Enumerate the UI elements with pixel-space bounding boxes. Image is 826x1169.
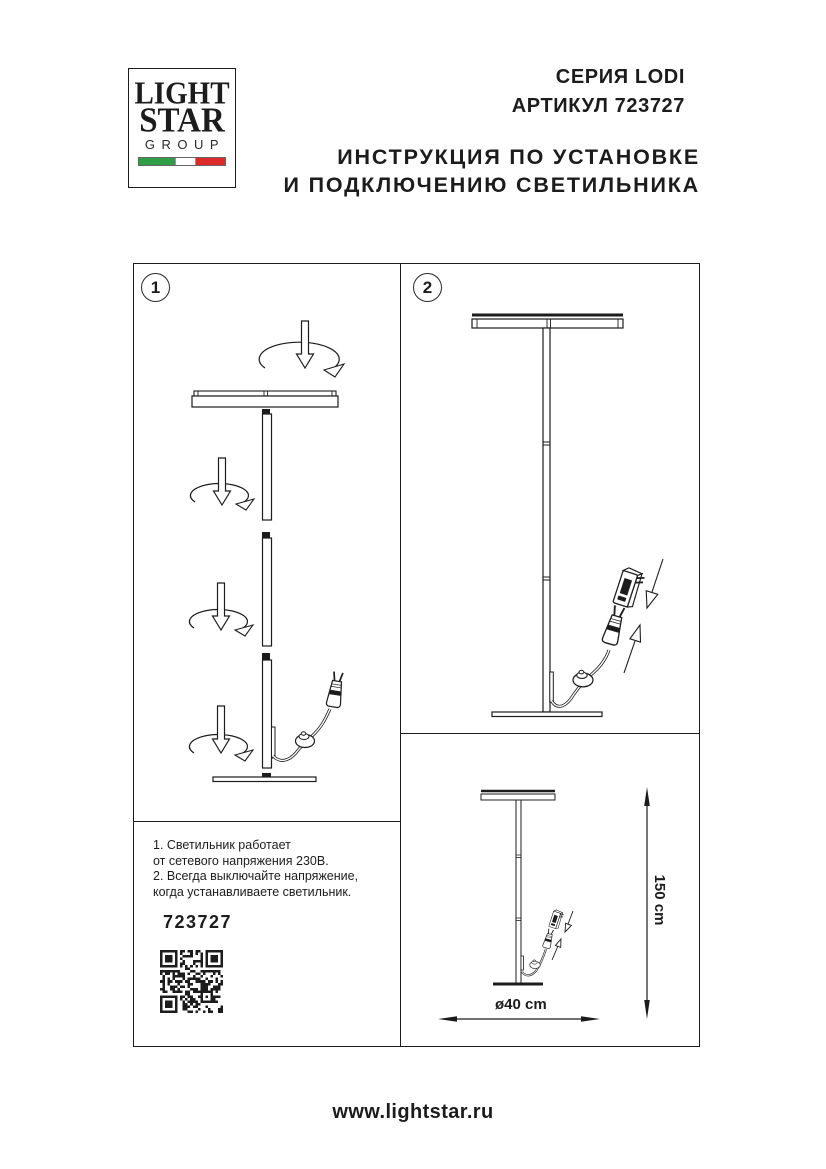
down-arrow-icon (297, 321, 314, 368)
insert-arrow-down (646, 559, 663, 608)
base-plate (213, 773, 316, 782)
assembly-exploded-diagram (134, 264, 400, 821)
lamp-head (472, 315, 623, 328)
header-series-block (285, 63, 685, 121)
qr-code (160, 950, 223, 1013)
down-arrow-icon (213, 583, 230, 630)
down-arrow-icon (213, 706, 230, 753)
down-arrow-icon (214, 458, 231, 505)
insert-arrow-up (552, 939, 561, 960)
notes-panel (134, 822, 400, 1046)
flag-white-segment (175, 158, 196, 165)
note-line: от сетевого напряжения 230В. (153, 853, 329, 868)
step-number-badge: 1 (141, 273, 170, 302)
logo-word-light: LIGHT (134, 76, 230, 112)
website-url: www.lightstar.ru (332, 1101, 494, 1123)
pole-segment-3 (262, 653, 275, 768)
series-name: СЕРИЯ LODI (555, 66, 685, 88)
article-number: АРТИКУЛ 723727 (511, 95, 685, 117)
step1-panel (134, 264, 400, 822)
plug-icon (602, 605, 628, 646)
lamp-pole (516, 800, 524, 983)
safety-notes (153, 838, 388, 900)
note-line: когда устанавливаете светильник. (153, 884, 352, 899)
socket-icon (549, 909, 565, 929)
logo-word-group: GROUP (144, 137, 226, 152)
plug-icon (326, 671, 345, 708)
diameter-dimension-line (438, 1016, 600, 1021)
height-dimension-label: 150 cm (651, 874, 668, 926)
left-column (134, 264, 401, 1046)
article-number-large: 723727 (163, 912, 233, 932)
right-column (401, 264, 699, 1046)
dimensions-panel (401, 734, 699, 1046)
pole-segment-2 (262, 532, 272, 646)
socket-icon (613, 566, 646, 609)
step2-panel (401, 264, 699, 734)
step-number-badge: 2 (413, 273, 442, 302)
insert-arrow-up (624, 625, 641, 673)
note-line: 1. Светильник работает (153, 838, 291, 852)
lamp-pole (543, 328, 553, 712)
logo-word-star: STAR (139, 102, 225, 140)
foot-switch-icon (296, 732, 315, 748)
document-title (210, 143, 700, 199)
title-line-1: ИНСТРУКЦИЯ ПО УСТАНОВКЕ (337, 145, 700, 169)
assembled-lamp-diagram (401, 264, 699, 733)
foot-switch-icon (573, 670, 593, 686)
diameter-dimension-label: ø40 cm (495, 996, 547, 1013)
title-line-2: И ПОДКЛЮЧЕНИЮ СВЕТИЛЬНИКА (283, 173, 700, 197)
height-dimension-line (644, 787, 650, 1019)
diagram-grid (133, 263, 700, 1047)
lamp-head (192, 391, 338, 407)
plug-icon (542, 928, 554, 949)
insert-arrow-down (565, 911, 573, 932)
pole-segment-1 (262, 409, 272, 520)
note-line: 2. Всегда выключайте напряжение, (153, 869, 359, 883)
flag-green-segment (139, 158, 175, 165)
foot-switch-icon (530, 960, 540, 969)
base-plate (492, 712, 602, 717)
lamp-head (481, 791, 555, 800)
